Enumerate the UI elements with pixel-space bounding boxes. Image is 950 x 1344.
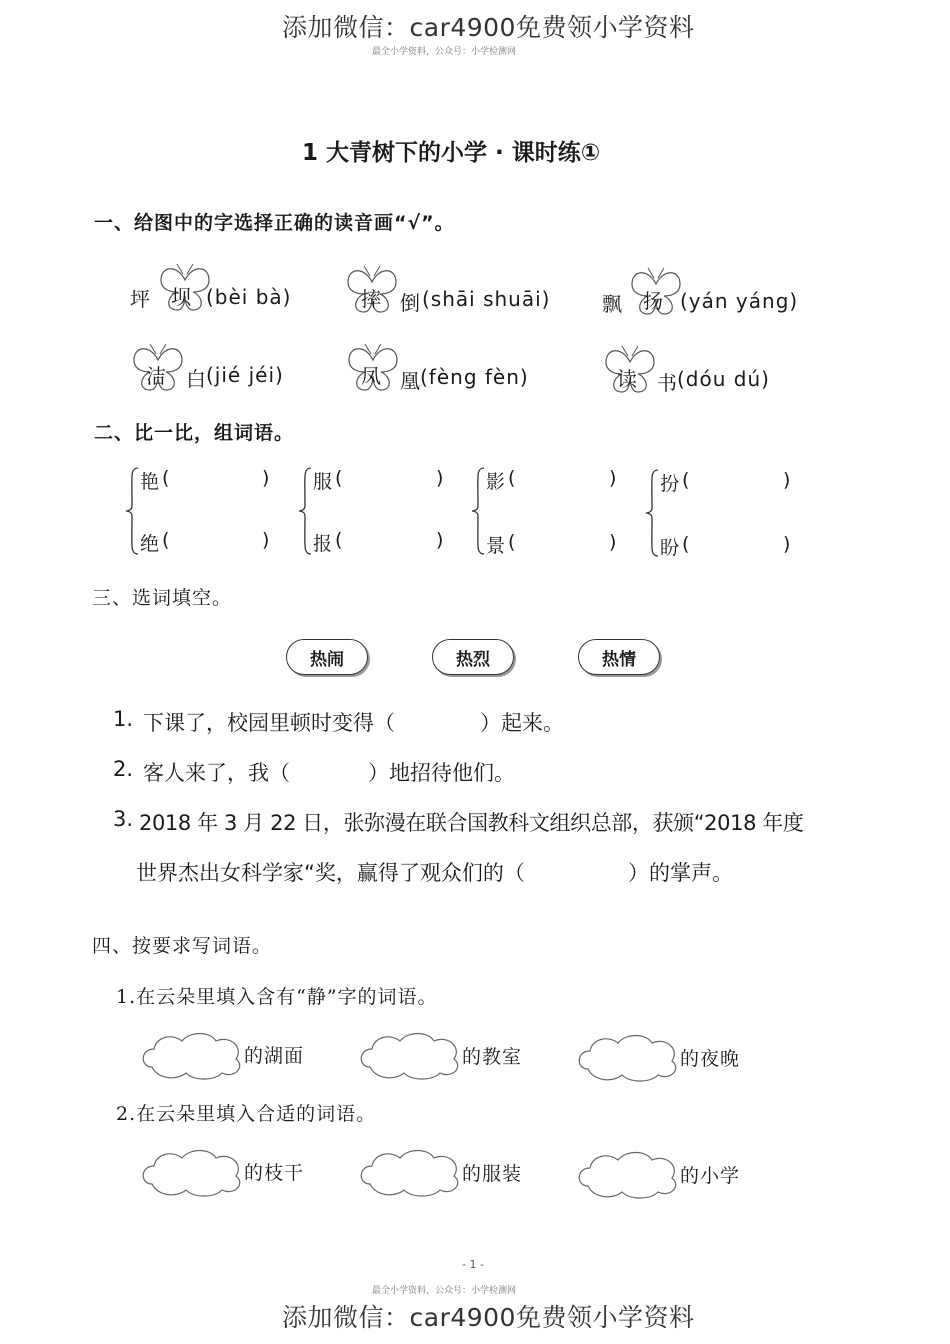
section3-heading: 三、选词填空。: [92, 587, 233, 609]
s1-item1-before: 坪: [130, 287, 150, 311]
s2-group1-bottom: 绝: [140, 533, 160, 555]
s3-q1-after: ）起来。: [480, 711, 564, 735]
s2-group1-bottom-close: ): [262, 529, 270, 551]
s1-item3-target: 扬: [643, 289, 663, 313]
s1-item5-pinyin: (fèng fèn): [420, 365, 529, 389]
s3-q2-after: ）地招待他们。: [368, 761, 515, 785]
s3-q2-num: 2.: [113, 757, 134, 781]
s1-item6-target: 读: [617, 367, 637, 391]
cloud-icon: [138, 1027, 246, 1083]
s1-item3-before: 飘: [602, 292, 622, 316]
s2-group1-top-open: (: [162, 467, 170, 489]
s4-sub2-item3: 的小学: [680, 1165, 741, 1187]
top-subline: 最全小学资料，公众号：小学检测网: [372, 47, 517, 57]
s4-sub1-item1: 的湖面: [244, 1045, 305, 1067]
s1-item5-target: 凤: [361, 364, 381, 388]
cloud-icon: [138, 1144, 246, 1200]
s2-group3-bottom: 景: [486, 535, 506, 557]
s2-group2-top-open: (: [335, 467, 343, 489]
word-option-1: 热闹: [286, 639, 368, 675]
top-banner: 添加微信：car4900免费领小学资料: [282, 13, 695, 42]
s3-q1-num: 1.: [113, 707, 134, 731]
section1-heading: 一、给图中的字选择正确的读音画“√”。: [94, 212, 455, 234]
s4-sub1-item3: 的夜晚: [680, 1048, 741, 1070]
s2-group4-top: 扮: [660, 473, 680, 495]
page-number: - 1 -: [462, 1258, 484, 1271]
page-title: 1 大青树下的小学 · 课时练①: [302, 140, 601, 166]
section4-heading: 四、按要求写词语。: [92, 935, 273, 957]
s1-item6-pinyin: (dóu dú): [677, 367, 770, 391]
bottom-subline: 最全小学资料，公众号：小学检测网: [372, 1286, 517, 1296]
s4-sub2-item1: 的枝干: [244, 1162, 305, 1184]
s2-group1-top: 艳: [140, 471, 160, 493]
s1-item4-pinyin: (jié jéi): [206, 363, 284, 387]
word-option-2: 热烈: [432, 639, 514, 675]
s2-group3-bottom-close: ): [609, 531, 617, 553]
s1-item1-target: 坝: [171, 285, 191, 309]
s3-q3-line2-before: 世界杰出女科学家“奖，赢得了观众们的（: [136, 861, 525, 885]
s2-group4-top-close: ): [783, 469, 791, 491]
s1-item5-after: 凰: [400, 369, 420, 393]
s2-group3-top: 影: [486, 471, 506, 493]
bottom-banner: 添加微信：car4900免费领小学资料: [282, 1303, 695, 1332]
s4-sub2-label: 2.在云朵里填入合适的词语。: [116, 1103, 377, 1125]
s1-item4-target: 洁: [146, 364, 166, 388]
s3-q2-before: 客人来了，我（: [143, 761, 290, 785]
s2-group4-bottom-open: (: [682, 533, 690, 555]
cloud-icon: [356, 1144, 464, 1200]
s2-group2-bottom-open: (: [335, 529, 343, 551]
cloud-icon: [574, 1146, 682, 1202]
s2-group3-top-close: ): [609, 467, 617, 489]
s3-q3-line2-after: ）的掌声。: [628, 861, 733, 885]
s1-item4-after: 白: [186, 367, 206, 391]
s2-group2-top: 服: [313, 471, 333, 493]
s1-item2-pinyin: (shāi shuāi): [422, 287, 551, 311]
s2-group1-top-close: ): [262, 467, 270, 489]
s1-item6-after: 书: [657, 371, 677, 395]
s3-q3-line1: 2018 年 3 月 22 日，张弥漫在联合国教科文组织总部，获颁“2018 年度: [139, 811, 804, 835]
s1-item2-target: 摔: [361, 287, 381, 311]
s2-group3-bottom-open: (: [508, 531, 516, 553]
s2-group2-top-close: ): [436, 467, 444, 489]
s2-group4-bottom: 盼: [660, 537, 680, 559]
s1-item2-after: 倒: [400, 291, 420, 315]
s2-group4-bottom-close: ): [783, 533, 791, 555]
s4-sub1-label: 1.在云朵里填入含有“静”字的词语。: [116, 986, 438, 1008]
s2-group4-top-open: (: [682, 469, 690, 491]
s4-sub1-item2: 的教室: [462, 1046, 523, 1068]
s2-group2-bottom: 报: [313, 533, 333, 555]
section2-heading: 二、比一比，组词语。: [94, 422, 295, 444]
s3-q3-num: 3.: [113, 807, 134, 831]
s3-q1-before: 下课了，校园里顿时变得（: [143, 711, 395, 735]
cloud-icon: [356, 1027, 464, 1083]
cloud-icon: [574, 1029, 682, 1085]
s1-item1-pinyin: (bèi bà): [206, 285, 292, 309]
s2-group2-bottom-close: ): [436, 529, 444, 551]
word-option-3: 热情: [578, 639, 660, 675]
s2-group1-bottom-open: (: [162, 529, 170, 551]
s2-group3-top-open: (: [508, 467, 516, 489]
s4-sub2-item2: 的服装: [462, 1163, 523, 1185]
s1-item3-pinyin: (yán yáng): [680, 289, 799, 313]
